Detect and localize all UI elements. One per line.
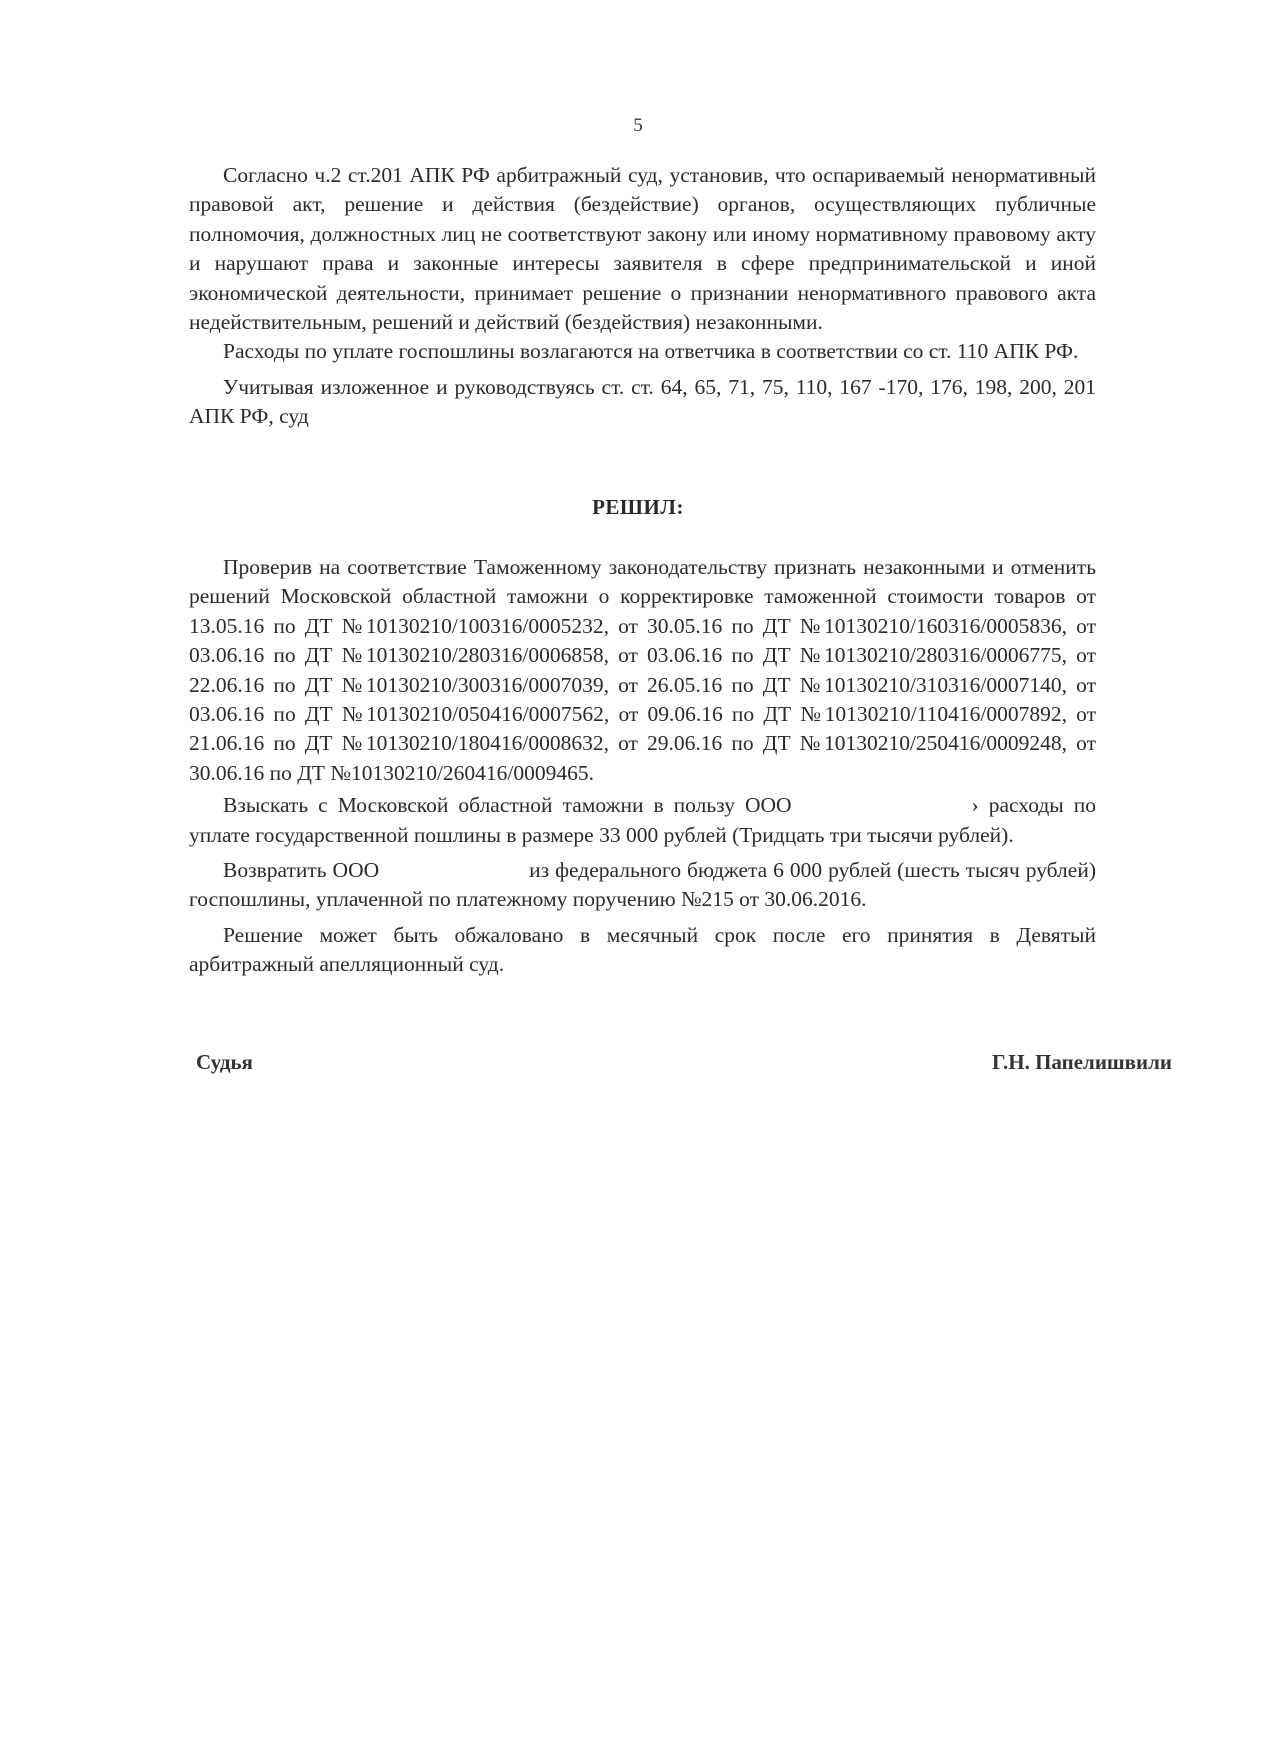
intro-section xyxy=(189,161,1096,432)
annul-decisions-paragraph: Проверив на соответствие Таможенному законодательству признать незаконными и отменить решений Московской областной таможни о корректировке таможенной стоимости товаров от 13.05.16 по ДТ №10130210/100316/0005232, от 30.05.16 по ДТ №10130210/160316/0005836, от 03.06.16 по ДТ №10130210/280316/0006858, от 03.06.16 по ДТ №10130210/280316/0006775, от 22.06.16 по ДТ №10130210/300316/0007039, от 26.05.16 по ДТ №10130210/310316/0007140, от 03.06.16 по ДТ №10130210/050416/0007562, от 09.06.16 по ДТ №10130210/110416/0007892, от 21.06.16 по ДТ №10130210/180416/0008632, от 29.06.16 по ДТ №10130210/250416/0009248, от 30.06.16 по ДТ №10130210/260416/0009465. xyxy=(189,555,1096,785)
refund-fee-text-start: Возвратить ООО xyxy=(223,858,380,883)
refund-fee-text-end: из федерального бюджета 6 000 рублей (шесть тысяч рублей) госпошлины, уплаченной по платежному поручению №215 от 30.06.2016. xyxy=(189,858,1096,912)
recover-costs-paragraph xyxy=(189,791,1096,850)
court-costs-paragraph: Расходы по уплате госпошлины возлагаются на ответчика в соответствии со ст. 110 АПК РФ. xyxy=(223,339,1079,364)
recover-costs-text-start: Взыскать с Московской областной таможни в пользу ООО xyxy=(223,793,792,818)
recover-costs-text-end: › расходы по уплате государственной пошлины в размере 33 000 рублей (Тридцать три тысячи рублей). xyxy=(189,793,1096,847)
guided-by-paragraph: Учитывая изложенное и руководствуясь ст. ст. 64, 65, 71, 75, 110, 167 -170, 176, 198, 200, 201 АПК РФ, суд xyxy=(189,374,1096,429)
appeal-paragraph: Решение может быть обжаловано в месячный срок после его принятия в Девятый арбитражный апелляционный суд. xyxy=(189,922,1096,977)
page-number: 5 xyxy=(633,115,643,136)
decision-heading: РЕШИЛ: xyxy=(592,495,684,519)
legal-basis-paragraph: Согласно ч.2 ст.201 АПК РФ арбитражный суд, установив, что оспариваемый ненормативный правовой акт, решение и действия (бездействие) органов, осуществляющих публичные полномочия, должностных лиц не соответствуют закону или иному нормативному правовому акту и нарушают права и законные интересы заявителя в сфере предпринимательской и иной экономической деятельности, принимает решение о признании ненормативного правового акта недействительным, решений и действий (бездействия) незаконными. xyxy=(189,163,1096,335)
refund-fee-paragraph xyxy=(189,856,1096,915)
judge-name: Г.Н. Папелишвили xyxy=(992,1050,1172,1074)
redacted-company-name xyxy=(792,811,972,812)
redacted-company-name xyxy=(379,876,529,877)
decision-section xyxy=(189,553,1096,980)
judge-title: Судья xyxy=(196,1050,253,1074)
